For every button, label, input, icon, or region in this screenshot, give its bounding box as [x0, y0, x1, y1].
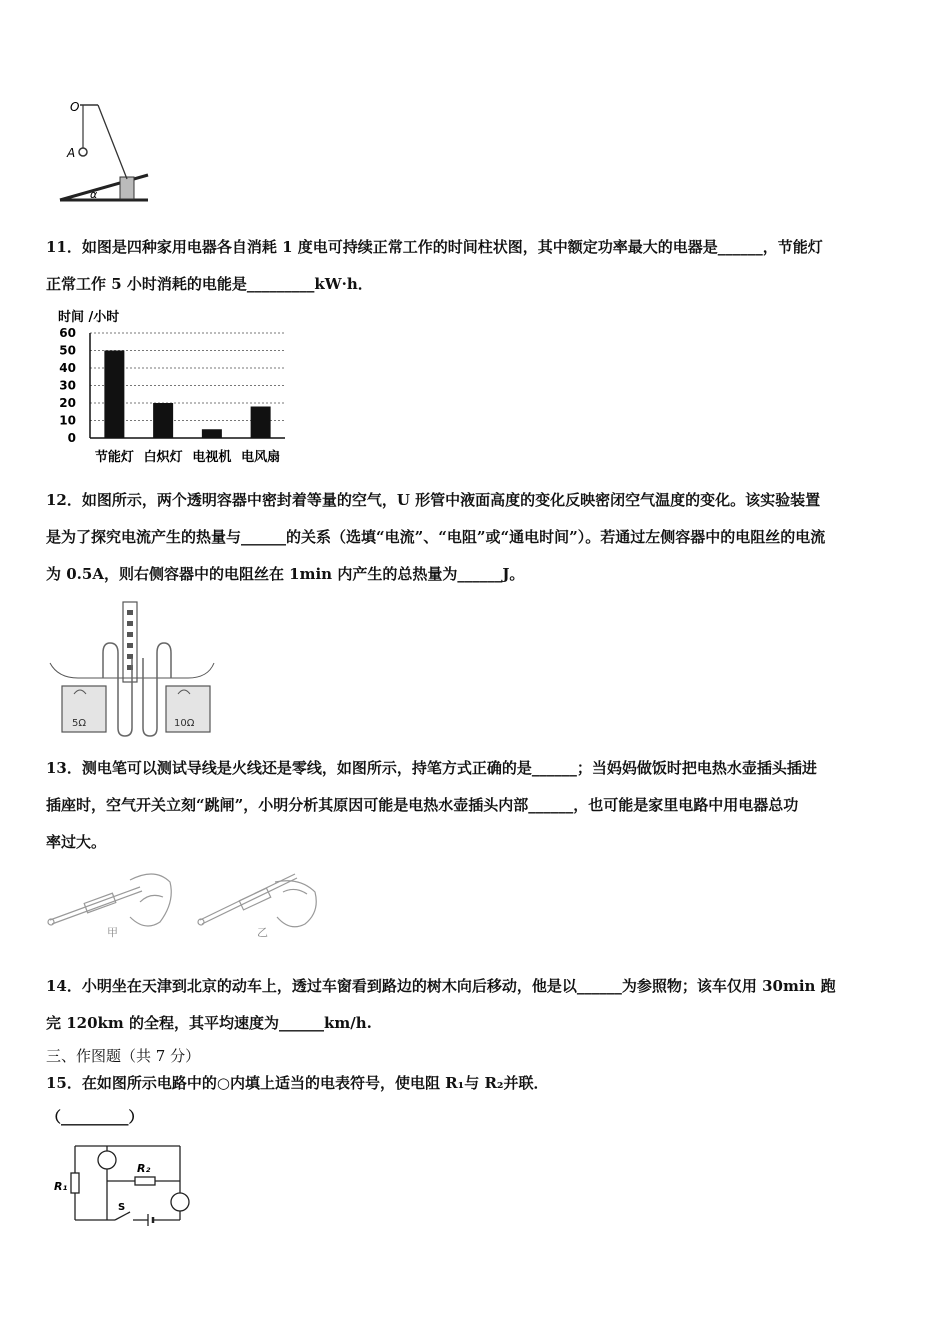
question-14	[46, 968, 906, 1042]
x-category-label: 节能灯	[94, 450, 134, 465]
circuit-figure	[50, 1138, 200, 1233]
x-category-label: 电风扇	[241, 450, 281, 465]
y-tick-label: 60	[59, 326, 76, 340]
bar-chart	[50, 305, 300, 470]
question-15	[46, 1066, 906, 1134]
right-resistor-label: 10Ω	[174, 718, 195, 729]
chart-title: 时间 /小时	[58, 310, 120, 325]
y-tick-label: 20	[59, 396, 76, 410]
bar-1	[153, 403, 173, 438]
section-heading: 三、作图题（共 7 分）	[46, 1047, 201, 1065]
bar-0	[104, 351, 124, 439]
label-o: O	[70, 100, 80, 114]
question-12-line-1: 12．如图所示，两个透明容器中密封着等量的空气，U 形管中液面高度的变化反映密闭空气温度的变化。该实验装置	[46, 491, 821, 509]
x-category-label: 电视机	[192, 450, 232, 465]
question-12	[46, 482, 906, 593]
question-15-line-1: 15．在如图所示电路中的○内填上适当的电表符号，使电阻 R₁与 R₂并联．	[46, 1074, 549, 1092]
u-tube-apparatus-figure	[48, 598, 218, 740]
y-tick-label: 10	[59, 413, 76, 428]
label-s: S	[118, 1202, 126, 1213]
y-tick-label: 50	[59, 343, 76, 358]
pen-jia-label: 甲	[107, 926, 118, 939]
y-tick-label: 40	[59, 361, 76, 375]
label-alpha: α	[90, 188, 98, 201]
bar-2	[202, 429, 222, 438]
pen-yi-label: 乙	[257, 926, 268, 939]
y-tick-label: 30	[59, 378, 76, 393]
label-a: A	[67, 146, 76, 160]
label-r2: R₂	[137, 1162, 151, 1175]
x-category-label: 白炽灯	[143, 450, 183, 465]
test-pen-figure	[45, 862, 335, 944]
incline-pendulum-figure	[50, 95, 160, 210]
y-tick-label: 0	[67, 431, 76, 445]
question-14-line-2: 完 120km 的全程，其平均速度为______km/h.	[46, 1014, 372, 1032]
question-13	[46, 750, 906, 861]
left-resistor-label: 5Ω	[72, 718, 87, 729]
question-11-line-2: 正常工作 5 小时消耗的电能是_________kW·h．	[46, 275, 373, 293]
label-r1: R₁	[54, 1180, 68, 1193]
bar-3	[251, 407, 271, 439]
question-12-line-2: 是为了探究电流产生的热量与______的关系（选填“电流”、“电阻”或“通电时间”）。若通过左侧容器中的电阻丝的电流	[46, 528, 826, 546]
question-14-line-1: 14．小明坐在天津到北京的动车上，透过车窗看到路边的树木向后移动，他是以______为参照物；该车仅用 30min 跑	[46, 977, 836, 995]
answer-blank: （_________）	[46, 1108, 144, 1126]
question-13-line-2: 插座时，空气开关立刻“跳闸”，小明分析其原因可能是电热水壶插头内部______，也可能是家里电路中用电器总功	[46, 796, 799, 814]
question-11-line-1: 11．如图是四种家用电器各自消耗 1 度电可持续正常工作的时间柱状图，其中额定功率最大的电器是______，节能灯	[46, 238, 823, 256]
question-11	[46, 229, 906, 303]
question-12-line-3: 为 0.5A，则右侧容器中的电阻丝在 1min 内产生的总热量为______J。	[46, 565, 525, 583]
question-13-line-1: 13．测电笔可以测试导线是火线还是零线，如图所示，持笔方式正确的是______；当妈妈做饭时把电热水壶插头插进	[46, 759, 817, 777]
question-13-line-3: 率过大。	[46, 833, 107, 851]
